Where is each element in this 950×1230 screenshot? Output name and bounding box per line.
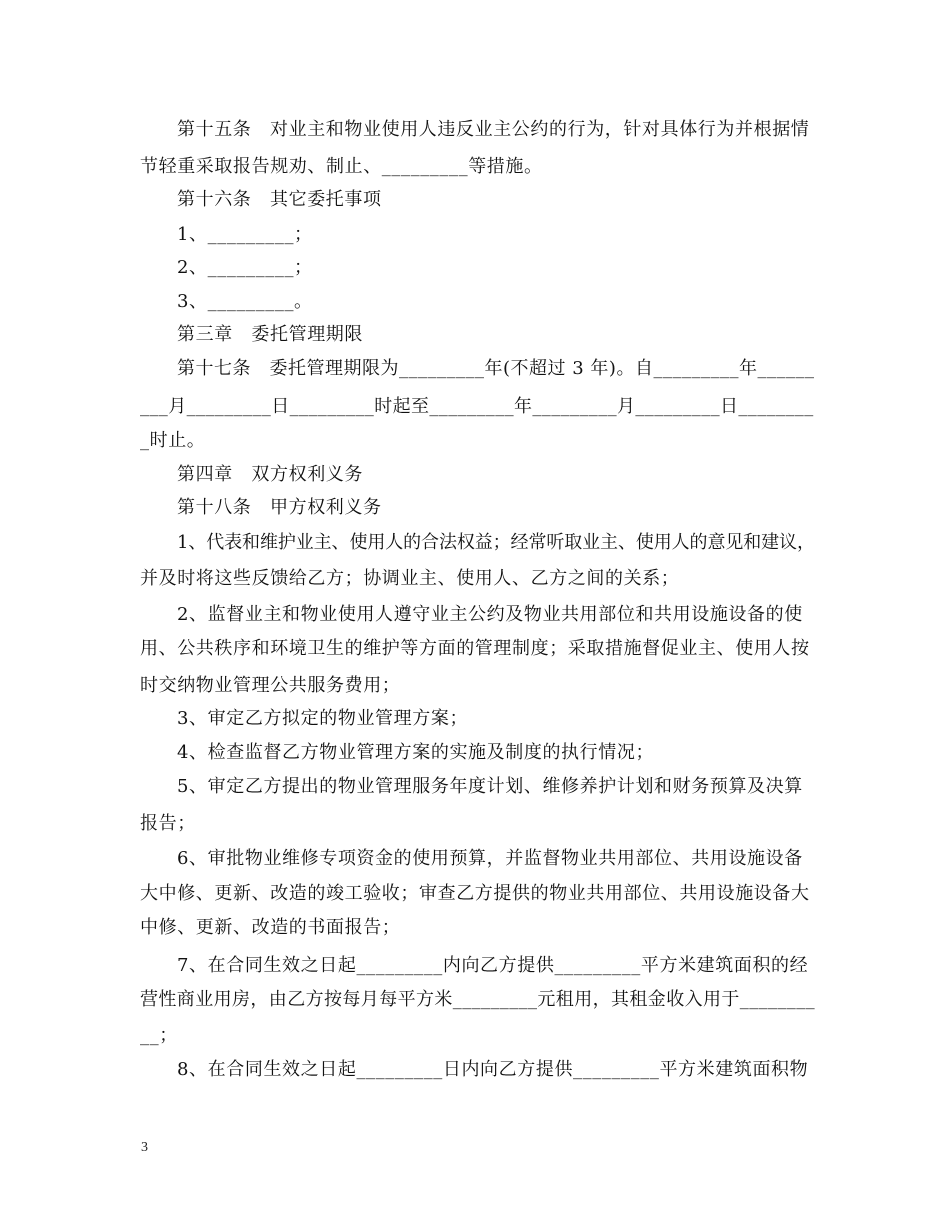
page-number: 3 <box>141 1140 148 1155</box>
paragraph-line: _时止。 <box>140 430 206 451</box>
paragraph-line: __； <box>140 1025 178 1046</box>
paragraph-line: 第十五条 对业主和物业使用人违反业主公约的行为，针对具体行为并根据情 <box>177 119 810 140</box>
paragraph-line: 1、代表和维护业主、使用人的合法权益；经常听取业主、使用人的意见和建议， <box>177 532 815 553</box>
paragraph-line: 6、审批物业维修专项资金的使用预算，并监督物业共用部位、共用设施设备 <box>177 848 803 869</box>
paragraph-line: 第十七条 委托管理期限为_________年(不超过 3 年)。自_________年______ <box>177 358 815 379</box>
paragraph-line: 中修、更新、改造的书面报告； <box>140 917 401 938</box>
article-heading: 第十八条 甲方权利义务 <box>177 497 382 518</box>
list-item: 1、_________； <box>177 224 313 245</box>
chapter-heading: 第三章 委托管理期限 <box>177 324 363 345</box>
paragraph-line: ___月_________日_________时起至_________年_________月_________日________ <box>140 396 814 417</box>
article-heading: 第十六条 其它委托事项 <box>177 189 382 210</box>
paragraph-line: 用、公共秩序和环境卫生的维护等方面的管理制度；采取措施督促业主、使用人按 <box>140 638 810 659</box>
paragraph-line: 5、审定乙方提出的物业管理服务年度计划、维修养护计划和财务预算及决算 <box>177 776 803 797</box>
paragraph-line: 节轻重采取报告规劝、制止、_________等措施。 <box>140 156 543 177</box>
paragraph-line: 3、审定乙方拟定的物业管理方案； <box>177 708 469 729</box>
paragraph-line: 营性商业用房，由乙方按每月每平方米_________元租用，其租金收入用于________ <box>140 989 815 1010</box>
list-item: 3、_________。 <box>177 291 313 312</box>
paragraph-line: 4、检查监督乙方物业管理方案的实施及制度的执行情况； <box>177 742 655 763</box>
list-item: 2、_________； <box>177 257 313 278</box>
paragraph-line: 时交纳物业管理公共服务费用； <box>140 675 401 696</box>
paragraph-line: 大中修、更新、改造的竣工验收；审查乙方提供的物业共用部位、共用设施设备大 <box>140 883 810 904</box>
paragraph-line: 2、监督业主和物业使用人遵守业主公约及物业共用部位和共用设施设备的使 <box>177 604 803 625</box>
chapter-heading: 第四章 双方权利义务 <box>177 464 363 485</box>
paragraph-line: 7、在合同生效之日起_________内向乙方提供_________平方米建筑面积的经 <box>177 955 809 976</box>
paragraph-line: 8、在合同生效之日起_________日内向乙方提供_________平方米建筑面积物 <box>177 1059 809 1080</box>
paragraph-line: 报告； <box>140 813 196 834</box>
paragraph-line: 并及时将这些反馈给乙方；协调业主、使用人、乙方之间的关系； <box>140 568 680 589</box>
